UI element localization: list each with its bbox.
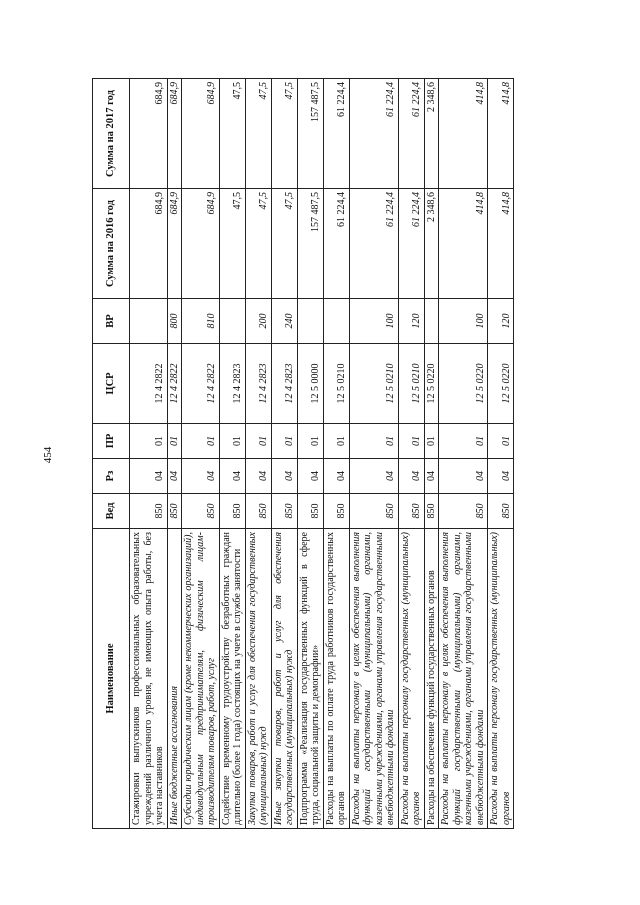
cell-pr: 01: [245, 424, 271, 459]
table-row: [323, 79, 349, 829]
cell-ved: 850: [182, 494, 220, 529]
header-name: Наименование: [93, 529, 130, 829]
table-row: [130, 79, 168, 829]
table-row: [398, 79, 424, 829]
table-header-row: [93, 79, 130, 829]
cell-vr: [297, 299, 323, 344]
budget-table: [92, 78, 514, 829]
cell-ved: 850: [424, 494, 439, 529]
cell-sum-2017: 2 348,6: [424, 79, 439, 189]
cell-sum-2017: 684,9: [130, 79, 168, 189]
cell-sum-2017: 61 224,4: [323, 79, 349, 189]
cell-name: Иные закупки товаров, работ и услуг для обеспечения государственных (муниципальных) нужд: [271, 529, 297, 829]
cell-csr: 12 4 2823: [271, 344, 297, 424]
cell-csr: 12 5 0210: [323, 344, 349, 424]
cell-rz: 04: [323, 459, 349, 494]
cell-vr: [424, 299, 439, 344]
cell-rz: 04: [245, 459, 271, 494]
cell-csr: 12 4 2823: [219, 344, 245, 424]
cell-csr: 12 5 0000: [297, 344, 323, 424]
cell-ved: 850: [245, 494, 271, 529]
cell-name: Расходы на выплаты персоналу в целях обеспечения выполнения функций государственными (муниципальными) органами, казенными учреждениями, органами управления государственными внебюджетными фондами: [439, 529, 488, 829]
cell-ved: 850: [271, 494, 297, 529]
cell-name: Расходы на обеспечение функций государственных органов: [424, 529, 439, 829]
cell-csr: 12 4 2822: [130, 344, 168, 424]
cell-sum-2017: 414,8: [488, 79, 514, 189]
cell-sum-2017: 47,5: [245, 79, 271, 189]
cell-vr: 100: [349, 299, 398, 344]
table-row: [488, 79, 514, 829]
cell-sum-2016: 684,9: [130, 189, 168, 299]
cell-csr: 12 4 2822: [167, 344, 182, 424]
cell-name: Субсидии юридическим лицам (кроме некоммерческих организаций), индивидуальным предпринимателям, физическим лицам-производителям товаров, работ, услуг: [182, 529, 220, 829]
cell-pr: 01: [439, 424, 488, 459]
cell-ved: 850: [398, 494, 424, 529]
cell-vr: [323, 299, 349, 344]
cell-pr: 01: [182, 424, 220, 459]
header-pr: ПР: [93, 424, 130, 459]
cell-sum-2017: 414,8: [439, 79, 488, 189]
cell-csr: 12 4 2823: [245, 344, 271, 424]
cell-sum-2016: 61 224,4: [323, 189, 349, 299]
cell-ved: 850: [130, 494, 168, 529]
cell-rz: 04: [130, 459, 168, 494]
cell-vr: 100: [439, 299, 488, 344]
cell-rz: 04: [167, 459, 182, 494]
cell-pr: 01: [398, 424, 424, 459]
cell-sum-2016: 47,5: [245, 189, 271, 299]
cell-sum-2016: 414,8: [439, 189, 488, 299]
cell-name: Подпрограмма «Реализация государственных функций в сфере труда, социальной защиты и демографии»: [297, 529, 323, 829]
cell-name: Содействие временному трудоустройству безработных граждан длительно (более 1 года) состоящих на учете в службе занятости: [219, 529, 245, 829]
table-row: [297, 79, 323, 829]
cell-sum-2017: 157 487,5: [297, 79, 323, 189]
cell-csr: 12 5 0220: [424, 344, 439, 424]
cell-vr: 120: [488, 299, 514, 344]
page-number: 454: [42, 446, 54, 464]
cell-pr: 01: [349, 424, 398, 459]
cell-ved: 850: [488, 494, 514, 529]
cell-sum-2016: 684,9: [167, 189, 182, 299]
cell-pr: 01: [488, 424, 514, 459]
cell-csr: 12 5 0210: [349, 344, 398, 424]
cell-pr: 01: [424, 424, 439, 459]
cell-rz: 04: [349, 459, 398, 494]
table-row: [349, 79, 398, 829]
table-row: [439, 79, 488, 829]
cell-sum-2016: 61 224,4: [398, 189, 424, 299]
cell-sum-2017: 61 224,4: [349, 79, 398, 189]
cell-ved: 850: [167, 494, 182, 529]
cell-name: Закупка товаров, работ и услуг для обеспечения государственных (муниципальных) нужд: [245, 529, 271, 829]
cell-sum-2016: 47,5: [271, 189, 297, 299]
cell-sum-2017: 47,5: [219, 79, 245, 189]
cell-csr: 12 4 2822: [182, 344, 220, 424]
table-row: [424, 79, 439, 829]
cell-sum-2016: 2 348,6: [424, 189, 439, 299]
cell-rz: 04: [398, 459, 424, 494]
cell-csr: 12 5 0220: [488, 344, 514, 424]
table-row: [219, 79, 245, 829]
cell-rz: 04: [182, 459, 220, 494]
cell-rz: 04: [439, 459, 488, 494]
header-csr: ЦСР: [93, 344, 130, 424]
header-vr: ВР: [93, 299, 130, 344]
cell-rz: 04: [424, 459, 439, 494]
cell-sum-2017: 47,5: [271, 79, 297, 189]
cell-pr: 01: [271, 424, 297, 459]
header-sum-2017: Сумма на 2017 год: [93, 79, 130, 189]
cell-name: Расходы на выплаты персоналу государственных (муниципальных) органов: [488, 529, 514, 829]
cell-sum-2017: 684,9: [182, 79, 220, 189]
cell-vr: 240: [271, 299, 297, 344]
cell-vr: 800: [167, 299, 182, 344]
cell-vr: [219, 299, 245, 344]
cell-rz: 04: [297, 459, 323, 494]
cell-name: Расходы на выплаты персоналу государственных (муниципальных) органов: [398, 529, 424, 829]
cell-name: Расходы на выплаты персоналу в целях обеспечения выполнения функций государственными (муниципальными) органами, казенными учреждениями, органами управления государственными внебюджетными фондами: [349, 529, 398, 829]
cell-sum-2016: 61 224,4: [349, 189, 398, 299]
cell-pr: 01: [167, 424, 182, 459]
cell-pr: 01: [130, 424, 168, 459]
cell-vr: 810: [182, 299, 220, 344]
cell-sum-2017: 684,9: [167, 79, 182, 189]
cell-name: Иные бюджетные ассигнования: [167, 529, 182, 829]
cell-pr: 01: [297, 424, 323, 459]
cell-vr: 120: [398, 299, 424, 344]
cell-name: Стажировки выпускников профессиональных образовательных учреждений различного уровня, не имеющих опыта работы, без учета наставников: [130, 529, 168, 829]
cell-vr: 200: [245, 299, 271, 344]
cell-name: Расходы на выплаты по оплате труда работников государственных органов: [323, 529, 349, 829]
table-row: [271, 79, 297, 829]
cell-rz: 04: [271, 459, 297, 494]
header-ved: Вед: [93, 494, 130, 529]
cell-csr: 12 5 0210: [398, 344, 424, 424]
cell-sum-2017: 61 224,4: [398, 79, 424, 189]
rotated-table-container: [92, 79, 544, 829]
cell-ved: 850: [439, 494, 488, 529]
header-sum-2016: Сумма на 2016 год: [93, 189, 130, 299]
cell-ved: 850: [297, 494, 323, 529]
cell-sum-2016: 414,8: [488, 189, 514, 299]
cell-rz: 04: [219, 459, 245, 494]
cell-rz: 04: [488, 459, 514, 494]
cell-csr: 12 5 0220: [439, 344, 488, 424]
cell-ved: 850: [323, 494, 349, 529]
table-row: [182, 79, 220, 829]
cell-sum-2016: 157 487,5: [297, 189, 323, 299]
table-row: [245, 79, 271, 829]
cell-pr: 01: [219, 424, 245, 459]
cell-sum-2016: 47,5: [219, 189, 245, 299]
cell-ved: 850: [219, 494, 245, 529]
cell-ved: 850: [349, 494, 398, 529]
cell-pr: 01: [323, 424, 349, 459]
cell-vr: [130, 299, 168, 344]
header-rz: Рз: [93, 459, 130, 494]
cell-sum-2016: 684,9: [182, 189, 220, 299]
table-row: [167, 79, 182, 829]
